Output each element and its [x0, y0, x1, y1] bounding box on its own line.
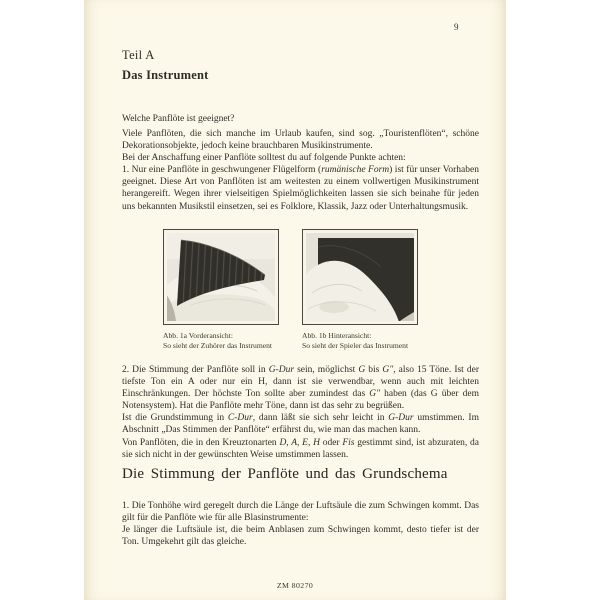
figure-caption	[302, 331, 418, 350]
caption-line-1: Abb. 1a Vorderansicht:	[163, 331, 233, 340]
panflute-back-photo	[306, 233, 414, 321]
caption-line-1: Abb. 1b Hinteransicht:	[302, 331, 372, 340]
section-question: Welche Panflöte ist geeignet?	[122, 114, 235, 124]
pitch-text-block	[122, 500, 479, 548]
chapter-title: Das Instrument	[122, 68, 209, 82]
figure-caption	[163, 331, 279, 350]
paragraph-retuning: Ist die Grundstimmung in C-Dur, dann läßt sie sich sehr leicht in G-Dur umstimmen. Im Abschnitt „Das Stimmen der Panflöte“ erfährst du, wie man das machen kann.	[122, 413, 479, 436]
plate-number: ZM 80270	[276, 581, 314, 590]
panflute-front-photo	[167, 233, 275, 321]
numbered-item-1: 1. Nur eine Panflöte in geschwungener Flügelform (rumänische Form) ist für unser Vorhaben geeignet. Diese Art von Panflöten ist am weitesten zu einem vollwertigen Musikinstrument herangereift. Wegen ihrer vielseitigen Spielmöglichkeiten lassen sie sich beinahe für jeden uns bekannten Musikstil einsetzen, sei es Folklore, Klassik, Jazz oder Unterhaltungsmusik.	[122, 165, 479, 212]
section-heading-tuning: Die Stimmung der Panflöte und das Grundschema	[122, 466, 448, 482]
paragraph-sharp-keys: Von Panflöten, die in den Kreuztonarten D, A, E, H oder Fis gestimmt sind, ist abzuraten, da sie sich nicht in der gewünschten Weise umstimmen lassen.	[122, 437, 479, 460]
intro-text-block	[122, 128, 479, 213]
paragraph-pitch-rule: 1. Die Tonhöhe wird geregelt durch die Länge der Luftsäule die zum Schwingen kommt. Das gilt für die Panflöte wie für alle Blasinstrumente:	[122, 501, 479, 524]
numbered-item-2: 2. Die Stimmung der Panflöte soll in G-Dur sein, möglichst G bis G″, also 15 Töne. Ist der tiefste Ton ein A oder nur ein H, dann ist sie verwendbar, wenn auch mit leichten Einschränkungen. Der höchste Ton sollte aber zumindest das G″ haben (das G über dem Notensystem). Hat die Panflöte mehr Töne, dann ist das sehr zu begrüßen.	[122, 365, 479, 412]
figure-back-view	[302, 229, 418, 350]
part-label: Teil A	[122, 48, 155, 62]
paragraph-tourist-flutes: Viele Panflöten, die sich manche im Urlaub kaufen, sind sog. „Touristenflöten“, schöne Dekorationsobjekte, jedoch keine brauchbaren Musikinstrumente.	[122, 129, 479, 152]
tuning-text-block	[122, 364, 479, 461]
book-page	[84, 0, 506, 600]
paragraph-air-column: Je länger die Luftsäule ist, die beim Anblasen zum Schwingen kommt, desto tiefer ist der Ton. Umgekehrt gilt das gleiche.	[122, 525, 479, 548]
photo-frame	[163, 229, 279, 325]
paragraph-purchase-advice: Bei der Anschaffung einer Panflöte solltest du auf folgende Punkte achten:	[122, 153, 406, 164]
figure-front-view	[163, 229, 279, 350]
caption-line-2: So sieht der Spieler das Instrument	[302, 340, 409, 350]
page-number: 9	[454, 22, 459, 32]
caption-line-2: So sieht der Zuhörer das Instrument	[163, 340, 273, 350]
photo-frame	[302, 229, 418, 325]
